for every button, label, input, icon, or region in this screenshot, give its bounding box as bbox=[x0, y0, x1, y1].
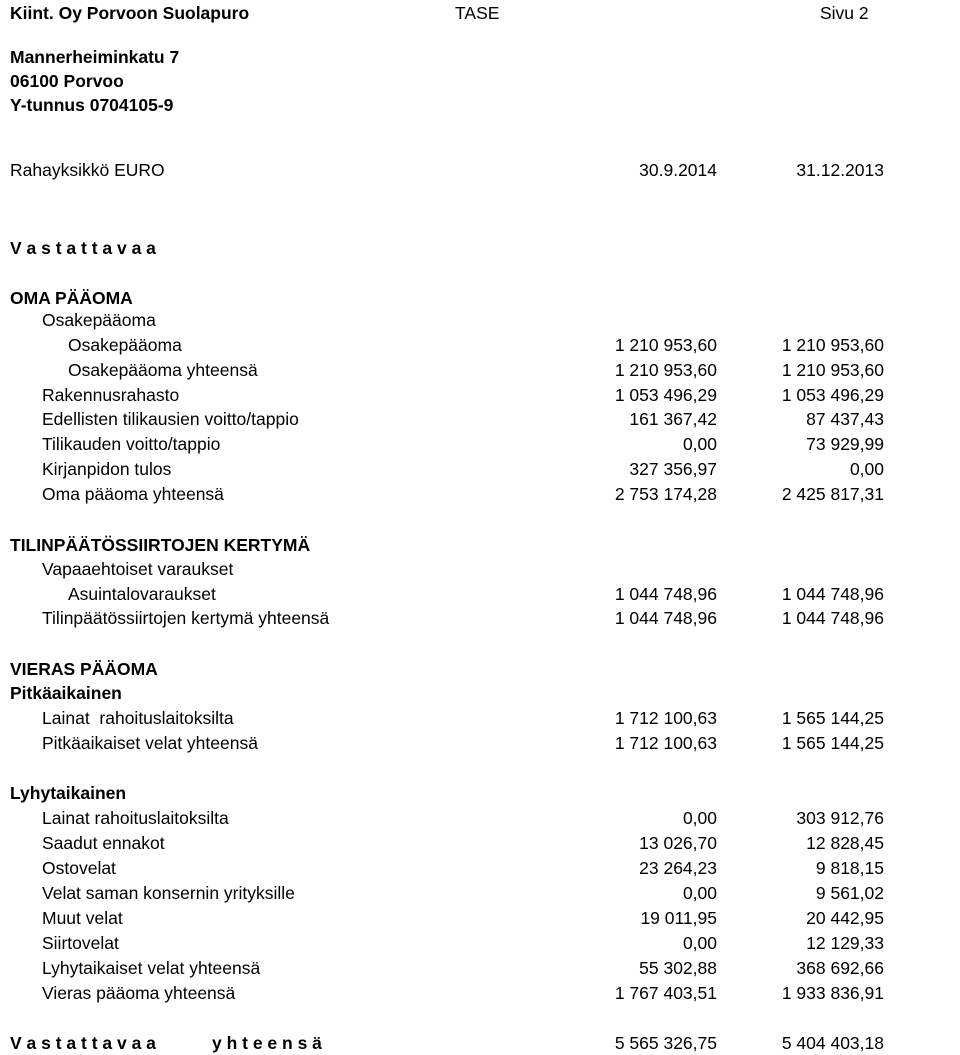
row-value-1: 327 356,97 bbox=[629, 459, 717, 479]
row-label: Vapaaehtoiset varaukset bbox=[42, 559, 234, 579]
row-value-1: 1 712 100,63 bbox=[614, 708, 717, 728]
column-date-2: 31.12.2013 bbox=[796, 160, 884, 180]
heading-long-term: Pitkäaikainen bbox=[10, 683, 122, 703]
address-line-2: 06100 Porvoo bbox=[10, 71, 124, 91]
column-date-1: 30.9.2014 bbox=[639, 160, 717, 180]
address-line-1: Mannerheiminkatu 7 bbox=[10, 47, 180, 67]
heading-liabilities: VIERAS PÄÄOMA bbox=[10, 659, 158, 679]
row-label: Kirjanpidon tulos bbox=[42, 459, 172, 479]
row-value-1: 55 302,88 bbox=[639, 958, 717, 978]
row-label: Osakepääoma bbox=[42, 310, 156, 330]
row-value-1: 1 210 953,60 bbox=[614, 335, 717, 355]
row-value-2: 9 561,02 bbox=[815, 883, 884, 903]
grand-total-label-suffix: y h t e e n s ä bbox=[212, 1033, 322, 1053]
section-title: V a s t a t t a v a a bbox=[10, 238, 156, 258]
row-value-1: 2 753 174,28 bbox=[614, 484, 717, 504]
row-value-2: 1 565 144,25 bbox=[781, 708, 884, 728]
row-value-2: 73 929,99 bbox=[806, 434, 884, 454]
row-value-2: 368 692,66 bbox=[796, 958, 884, 978]
row-value-2: 1 565 144,25 bbox=[781, 733, 884, 753]
row-label: Pitkäaikaiset velat yhteensä bbox=[42, 733, 258, 753]
document-type: TASE bbox=[455, 3, 500, 23]
row-value-2: 12 129,33 bbox=[806, 933, 884, 953]
row-value-2: 1 210 953,60 bbox=[781, 335, 884, 355]
row-label: Velat saman konsernin yrityksille bbox=[42, 883, 295, 903]
row-label: Siirtovelat bbox=[42, 933, 119, 953]
row-value-1: 23 264,23 bbox=[639, 858, 717, 878]
row-value-2: 1 053 496,29 bbox=[781, 385, 884, 405]
row-value-1: 13 026,70 bbox=[639, 833, 717, 853]
row-value-2: 87 437,43 bbox=[806, 409, 884, 429]
currency-unit: Rahayksikkö EURO bbox=[10, 160, 165, 180]
row-value-2: 9 818,15 bbox=[815, 858, 884, 878]
row-label: Saadut ennakot bbox=[42, 833, 165, 853]
grand-total-value-1: 5 565 326,75 bbox=[614, 1033, 717, 1053]
row-value-2: 1 933 836,91 bbox=[781, 983, 884, 1003]
row-value-1: 1 210 953,60 bbox=[614, 360, 717, 380]
row-label: Muut velat bbox=[42, 908, 123, 928]
row-value-2: 20 442,95 bbox=[806, 908, 884, 928]
heading-appropriations: TILINPÄÄTÖSSIIRTOJEN KERTYMÄ bbox=[10, 535, 311, 555]
row-value-1: 0,00 bbox=[682, 933, 717, 953]
row-value-1: 0,00 bbox=[682, 883, 717, 903]
row-label: Edellisten tilikausien voitto/tappio bbox=[42, 409, 299, 429]
row-label: Lyhytaikaiset velat yhteensä bbox=[42, 958, 261, 978]
row-value-1: 0,00 bbox=[682, 434, 717, 454]
row-value-2: 303 912,76 bbox=[796, 808, 884, 828]
page-number: Sivu 2 bbox=[820, 3, 869, 23]
row-value-1: 19 011,95 bbox=[640, 908, 717, 928]
grand-total-value-2: 5 404 403,18 bbox=[781, 1033, 884, 1053]
row-label: Ostovelat bbox=[42, 858, 116, 878]
row-value-2: 12 828,45 bbox=[806, 833, 884, 853]
row-value-2: 1 044 748,96 bbox=[781, 608, 884, 628]
row-label: Tilinpäätössiirtojen kertymä yhteensä bbox=[42, 608, 330, 628]
row-value-1: 1 712 100,63 bbox=[614, 733, 717, 753]
row-value-1: 1 044 748,96 bbox=[614, 584, 717, 604]
row-value-1: 1 767 403,51 bbox=[614, 983, 717, 1003]
row-value-2: 2 425 817,31 bbox=[781, 484, 884, 504]
row-label: Osakepääoma yhteensä bbox=[68, 360, 258, 380]
row-label: Tilikauden voitto/tappio bbox=[42, 434, 221, 454]
row-label: Vieras pääoma yhteensä bbox=[42, 983, 236, 1003]
row-value-2: 0,00 bbox=[849, 459, 884, 479]
row-label: Oma pääoma yhteensä bbox=[42, 484, 224, 504]
row-value-1: 1 053 496,29 bbox=[614, 385, 717, 405]
company-name: Kiint. Oy Porvoon Suolapuro bbox=[10, 3, 250, 23]
business-id: Y-tunnus 0704105-9 bbox=[10, 95, 174, 115]
row-value-1: 1 044 748,96 bbox=[614, 608, 717, 628]
heading-equity: OMA PÄÄOMA bbox=[10, 288, 133, 308]
grand-total-label: V a s t a t t a v a a bbox=[10, 1033, 156, 1053]
row-value-2: 1 044 748,96 bbox=[781, 584, 884, 604]
row-value-2: 1 210 953,60 bbox=[781, 360, 884, 380]
row-value-1: 0,00 bbox=[682, 808, 717, 828]
row-label: Asuintalovaraukset bbox=[68, 584, 216, 604]
row-label: Rakennusrahasto bbox=[42, 385, 180, 405]
row-value-1: 161 367,42 bbox=[629, 409, 717, 429]
row-label: Lainat rahoituslaitoksilta bbox=[42, 808, 229, 828]
row-label: Osakepääoma bbox=[68, 335, 182, 355]
heading-short-term: Lyhytaikainen bbox=[10, 783, 127, 803]
row-label: Lainat rahoituslaitoksilta bbox=[42, 708, 234, 728]
